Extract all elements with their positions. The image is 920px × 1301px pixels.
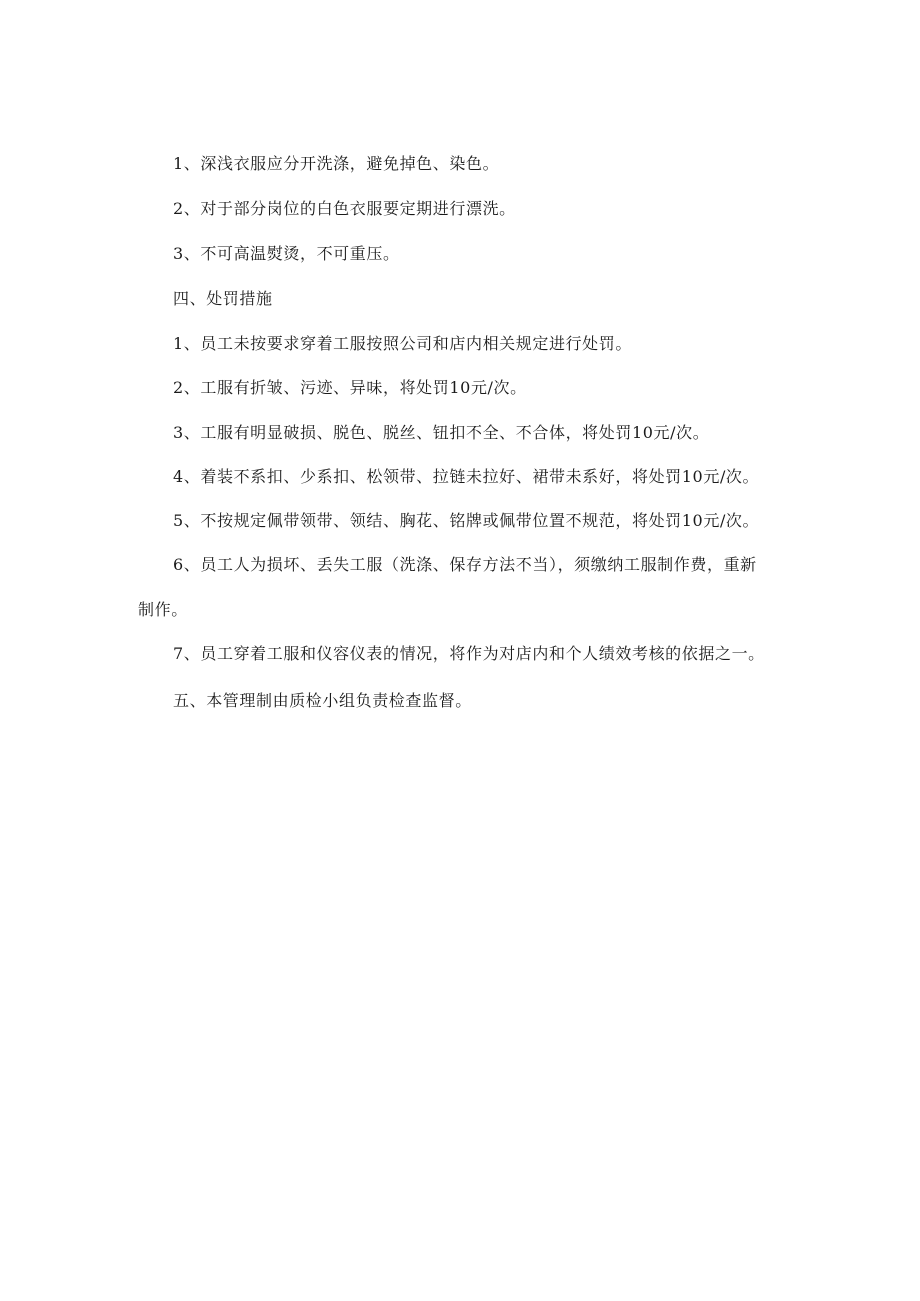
paragraph-penalty-4: 4、着装不系扣、少系扣、松领带、拉链未拉好、裙带未系好，将处罚10元/次。 xyxy=(173,467,760,486)
paragraph-penalty-7: 7、员工穿着工服和仪容仪表的情况，将作为对店内和个人绩效考核的依据之一。 xyxy=(173,644,765,663)
section-heading-penalties: 四、处罚措施 xyxy=(173,289,273,308)
paragraph-white-clothes-bleach: 2、对于部分岗位的白色衣服要定期进行漂洗。 xyxy=(173,199,516,218)
paragraph-penalty-5: 5、不按规定佩带领带、领结、胸花、铭牌或佩带位置不规范，将处罚10元/次。 xyxy=(173,511,760,530)
paragraph-penalty-2: 2、工服有折皱、污迹、异味，将处罚10元/次。 xyxy=(173,378,527,397)
paragraph-penalty-3: 3、工服有明显破损、脱色、脱丝、钮扣不全、不合体，将处罚10元/次。 xyxy=(173,423,710,442)
paragraph-wash-separately: 1、深浅衣服应分开洗涤，避免掉色、染色。 xyxy=(173,154,500,173)
section-heading-supervision: 五、本管理制由质检小组负责检查监督。 xyxy=(173,691,472,710)
paragraph-penalty-6-continued: 制作。 xyxy=(138,600,188,619)
paragraph-no-high-temp-ironing: 3、不可高温熨烫，不可重压。 xyxy=(173,244,400,263)
paragraph-penalty-1: 1、员工未按要求穿着工服按照公司和店内相关规定进行处罚。 xyxy=(173,334,632,353)
paragraph-penalty-6: 6、员工人为损坏、丢失工服（洗涤、保存方法不当），须缴纳工服制作费，重新 xyxy=(173,555,757,574)
